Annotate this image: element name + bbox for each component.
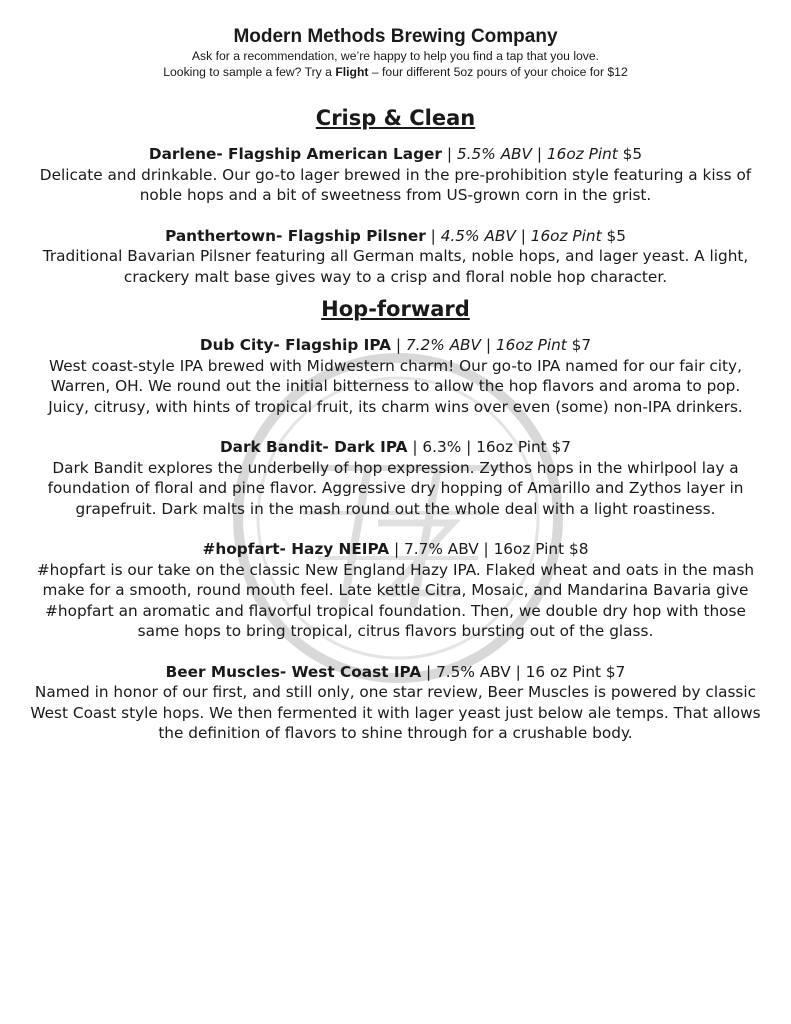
beer-heading	[30, 144, 761, 165]
brewery-title: Modern Methods Brewing Company	[233, 26, 558, 47]
beer-name: Darlene- Flagship American Lager	[148, 145, 442, 163]
beer-item-darlene	[0, 144, 791, 206]
beer-heading	[30, 662, 761, 683]
flight-line-lead: Looking to sample a few? Try a	[163, 65, 336, 79]
beer-heading	[30, 539, 761, 560]
section-title-crisp-clean: Crisp & Clean	[315, 106, 476, 130]
beer-item-hopfart	[0, 539, 791, 642]
beer-heading	[30, 226, 761, 247]
beer-price: $7	[566, 336, 592, 354]
flight-line-tail: – four different 5oz pours of your choice for $12	[368, 65, 628, 79]
beer-name: Dark Bandit- Dark IPA	[219, 438, 408, 456]
beer-description: #hopfart is our take on the classic New England Hazy IPA. Flaked wheat and oats in the mash make for a smooth, round mouth feel. Late kettle Citra, Mosaic, and Mandarina Bavaria give #hopfart an aromatic and flavorful tropical foundation. Then, we double dry hop with those same hops to bring tropical, citrus flavors bursting out of the glass.	[36, 560, 755, 640]
beer-heading	[30, 437, 761, 458]
beer-name: Beer Muscles- West Coast IPA	[165, 662, 422, 681]
beer-details: | 7.2% ABV | 16oz Pint	[390, 336, 567, 354]
beer-price: $5	[601, 226, 626, 245]
beer-description: Named in honor of our first, and still only, one star review, Beer Muscles is powered by classic West Coast style hops. We then fermented it with lager yeast just below ale temps. That allows the definition of flavors to shine through for a crushable body.	[30, 683, 761, 742]
flight-line	[0, 64, 791, 80]
beer-details: | 6.3% | 16oz Pint $7	[407, 438, 571, 456]
beer-details: | 4.5% ABV | 16oz Pint	[425, 226, 602, 245]
beer-details: | 5.5% ABV | 16oz Pint	[441, 145, 618, 163]
flight-word: Flight	[335, 65, 369, 79]
beer-item-dark-bandit	[0, 437, 791, 519]
beer-name: #hopfart- Hazy NEIPA	[202, 540, 390, 558]
menu-header	[0, 0, 791, 80]
beer-details: | 7.7% ABV | 16oz Pint $8	[389, 540, 589, 558]
beer-item-beer-muscles	[0, 662, 791, 744]
beer-description: Dark Bandit explores the underbelly of hop expression. Zythos hops in the whirlpool lay a foundation of floral and pine flavor. Aggressive dry hopping of Amarillo and Zythos layer in grapefruit. Dark malts in the mash round out the whole deal with a light roastiness.	[47, 458, 744, 518]
beer-name: Panthertown- Flagship Pilsner	[165, 226, 426, 245]
beer-name: Dub City- Flagship IPA	[199, 336, 391, 354]
recommendation-line: Ask for a recommendation, we’re happy to help you find a tap that you love.	[191, 49, 600, 63]
beer-price: $5	[617, 145, 643, 163]
section-title-hop-forward: Hop-forward	[321, 297, 470, 321]
beer-description: Traditional Bavarian Pilsner featuring all German malts, noble hops, and lager yeast. A light, crackery malt base gives way to a crisp and floral noble hop character.	[42, 247, 749, 286]
beer-heading	[30, 335, 761, 356]
beer-item-panthertown	[0, 226, 791, 288]
beer-item-dub-city	[0, 335, 791, 417]
beer-details: | 7.5% ABV | 16 oz Pint $7	[421, 662, 626, 681]
beer-description: West coast-style IPA brewed with Midwestern charm! Our go-to IPA named for our fair city, Warren, OH. We round out the initial bitterness to allow the hop flavors and aroma to pop. Juicy, citrusy, with hints of tropical fruit, its charm wins over even (some) non-IPA drinkers.	[48, 356, 743, 416]
beer-description: Delicate and drinkable. Our go-to lager brewed in the pre-prohibition style featuring a kiss of noble hops and a bit of sweetness from US-grown corn in the grist.	[39, 165, 752, 204]
